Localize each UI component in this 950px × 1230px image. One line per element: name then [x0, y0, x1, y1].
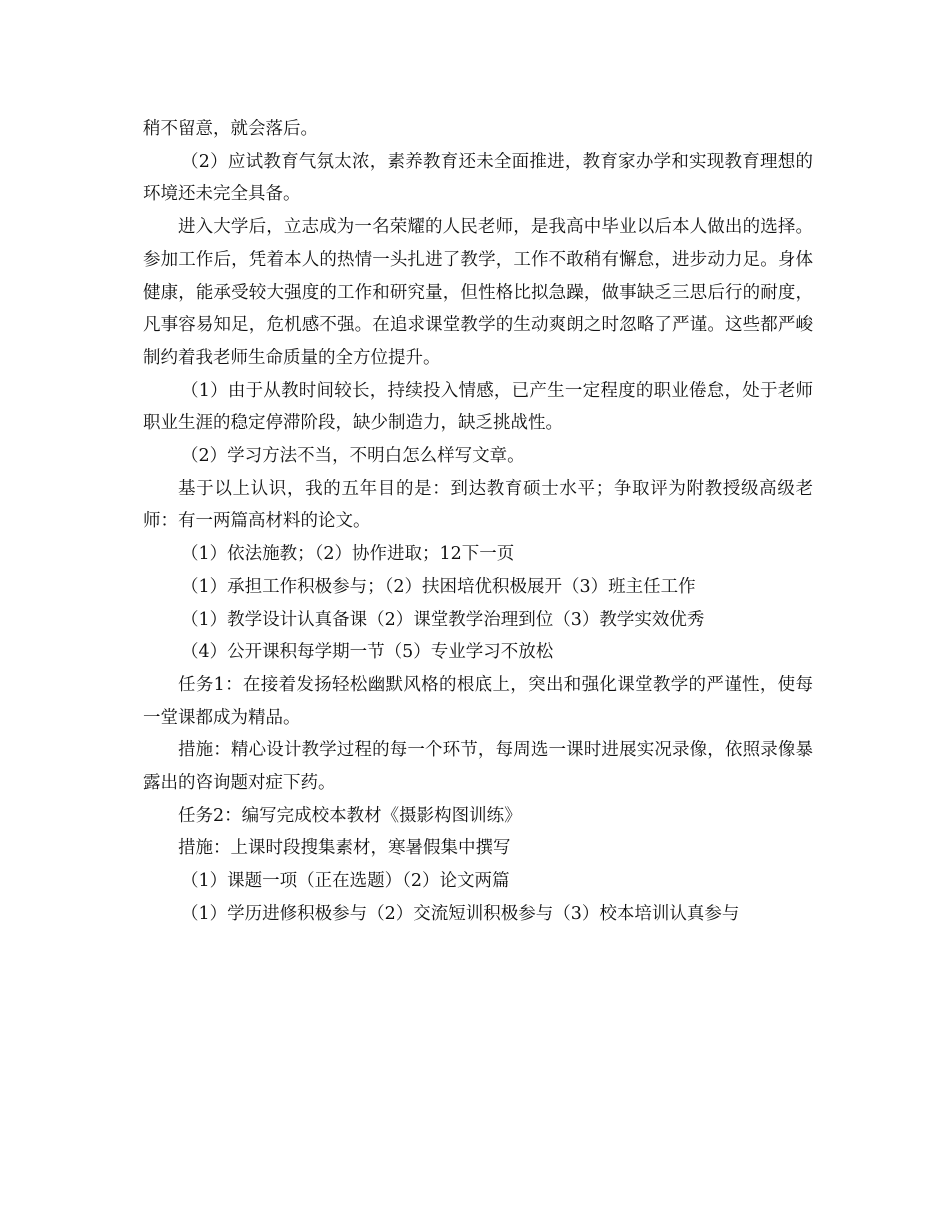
paragraph-self-analysis: 进入大学后，立志成为一名荣耀的人民老师，是我高中毕业以后本人做出的选择。参加工作后，凭着本人的热情一头扎进了教学，工作不敢稍有懈怠，进步动力足。身体健康，能承受较大强度的工作和研究量，但性格比拟急躁，做事缺乏三思后行的耐度，凡事容易知足，危机感不强。在追求课堂教学的生动爽朗之时忽略了严谨。这些都严峻制约着我老师生命质量的全方位提升。 — [143, 217, 813, 368]
paragraph-task: 任务2：编写完成校本教材《摄影构图训练》 — [178, 805, 522, 826]
paragraph-continuation: 稍不留意，就会落后。 — [143, 119, 318, 139]
document-body — [143, 113, 813, 931]
paragraph-measure: 措施：精心设计教学过程的每一个环节，每周选一课时进展实况录像，依照录像暴露出的咨询题对症下药。 — [143, 740, 813, 794]
paragraph-item: （1）依法施教；（2）协作进取；12下一页 — [181, 544, 515, 565]
paragraph-item: （1）承担工作积极参与；（2）扶困培优积极展开（3）班主任工作 — [181, 576, 696, 597]
paragraph-item: （4）公开课积每学期一节（5）专业学习不放松 — [181, 642, 554, 663]
paragraph-goals: 基于以上认识，我的五年目的是：到达教育硕士水平；争取评为附教授级高级老师：有一两篇高材料的论文。 — [143, 478, 813, 532]
paragraph-item: （1）学历进修积极参与（2）交流短训积极参与（3）校本培训认真参与 — [181, 903, 740, 924]
paragraph-item: （2）学习方法不当，不明白怎么样写文章。 — [181, 446, 525, 467]
paragraph-item: （1）教学设计认真备课（2）课堂教学治理到位（3）教学实效优秀 — [181, 609, 705, 630]
paragraph-item: （1）课题一项（正在选题）（2）论文两篇 — [181, 871, 510, 892]
paragraph-measure: 措施：上课时段搜集素材，寒暑假集中撰写 — [178, 838, 511, 859]
paragraph-task: 任务1：在接着发扬轻松幽默风格的根底上，突出和强化课堂教学的严谨性，使每一堂课都成为精品。 — [143, 674, 813, 728]
paragraph-item: （2）应试教育气氛太浓，素养教育还未全面推进，教育家办学和实现教育理想的环境还未完全具备。 — [143, 151, 813, 205]
paragraph-item: （1）由于从教时间较长，持续投入情感，已产生一定程度的职业倦怠，处于老师职业生涯的稳定停滞阶段，缺少制造力，缺乏挑战性。 — [143, 380, 813, 434]
